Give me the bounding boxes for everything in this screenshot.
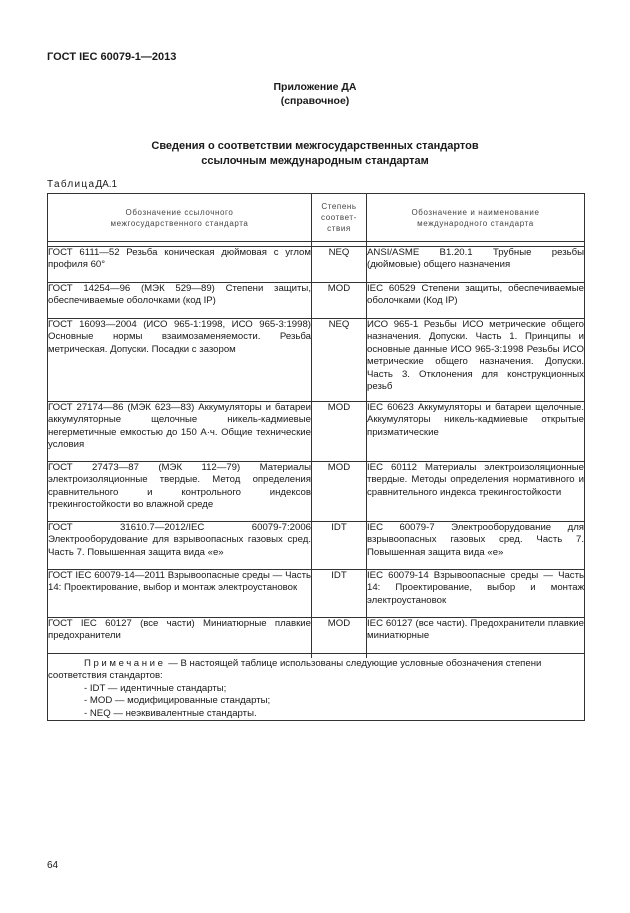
table-caption-word: Таблица: [47, 179, 96, 190]
header-col2-line2: соответ-: [321, 213, 357, 222]
header-col3-line1: Обозначение и наименование: [411, 207, 540, 217]
degree-cell: NEQ: [312, 247, 367, 283]
header-col2-line1: Степень: [321, 202, 357, 211]
degree-cell: MOD: [312, 462, 367, 522]
international-standard-cell: IEC 60623 Аккумуляторы и батареи щелочные. Аккумуляторы никель-кадмиевые открытые призматические: [367, 402, 585, 462]
reference-standard-cell: ГОСТ 31610.7—2012/IEC 60079-7:2006 Электрооборудование для взрывоопасных газовых сред. Часть 7. Повышенная защита вида «е»: [48, 522, 312, 570]
degree-cell: IDT: [312, 570, 367, 618]
reference-standard-cell: ГОСТ 6111—52 Резьба коническая дюймовая с углом профиля 60°: [48, 247, 312, 283]
reference-standard-cell: ГОСТ IEC 60079-14—2011 Взрывоопасные среды — Часть 14: Проектирование, выбор и монтаж электроустановок: [48, 570, 312, 618]
table-row: [48, 462, 585, 522]
header-reference-standard: [48, 194, 312, 242]
table-row: [48, 522, 585, 570]
table-row: [48, 618, 585, 654]
international-standard-cell: IEC 60079-7 Электрооборудование для взрывоопасных газовых сред. Часть 7. Повышенная защита вида «е»: [367, 522, 585, 570]
table-row: [48, 283, 585, 319]
appendix-heading: [0, 80, 630, 108]
international-standard-cell: ИСО 965-1 Резьбы ИСО метрические общего назначения. Допуски. Часть 1. Принципы и основные данные ИСО 965-3:1998 Резьбы ИСО метрические общего назначения. Допуски. Часть 3. Отклонения для конструкционных резьб: [367, 319, 585, 402]
international-standard-cell: IEC 60529 Степени защиты, обеспечиваемые оболочками (Код IP): [367, 283, 585, 319]
header-col1-line2: межгосударственного стандарта: [110, 218, 249, 228]
note-text: [48, 658, 584, 683]
degree-cell: MOD: [312, 402, 367, 462]
header-col1-line1: Обозначение ссылочного: [125, 207, 234, 217]
table-row: [48, 319, 585, 402]
section-title: [0, 139, 630, 169]
header-col3-line2: международного стандарта: [417, 218, 534, 228]
header-international-standard: [367, 194, 585, 242]
international-standard-cell: IEC 60079-14 Взрывоопасные среды — Часть 14: Проектирование, выбор и монтаж электроустановок: [367, 570, 585, 618]
reference-standard-cell: ГОСТ 27473—87 (МЭК 112—79) Материалы электроизоляционные твердые. Метод определения сравнительного и контрольного индексов трекингостойкости во влажной среде: [48, 462, 312, 522]
international-standard-cell: IEC 60112 Материалы электроизоляционные твердые. Методы определения нормативного и сравнительного индекса трекингостойкости: [367, 462, 585, 522]
table-row: [48, 570, 585, 618]
table-row: [48, 247, 585, 283]
page-number: 64: [47, 860, 59, 871]
note-item-mod: - MOD — модифицированные стандарты;: [84, 695, 271, 707]
appendix-subtitle: (справочное): [280, 95, 350, 107]
table-header-row: [48, 194, 585, 242]
header-degree: [312, 194, 367, 242]
reference-standard-cell: ГОСТ 14254—96 (МЭК 529—89) Степени защиты, обеспечиваемые оболочками (код IP): [48, 283, 312, 319]
section-title-line1: Сведения о соответствии межгосударственных стандартов: [151, 140, 479, 152]
international-standard-cell: ANSI/ASME В1.20.1 Трубные резьбы (дюймовые) общего назначения: [367, 247, 585, 283]
table-row: [48, 402, 585, 462]
section-title-line2: ссылочным международным стандартам: [201, 155, 429, 167]
note-label: Примечание: [84, 658, 166, 669]
reference-standard-cell: ГОСТ 27174—86 (МЭК 623—83) Аккумуляторы и батареи аккумуляторные щелочные никель-кадмиевые негерметичные емкостью до 150 А·ч. Общие технические условия: [48, 402, 312, 462]
standards-table: [47, 193, 585, 721]
table-note-row: [48, 658, 585, 721]
appendix-title: Приложение ДА: [273, 81, 357, 93]
table-caption-number: ДА.1: [95, 179, 118, 190]
note-item-neq: - NEQ — неэквивалентные стандарты.: [84, 707, 257, 719]
table-caption: [47, 179, 117, 190]
reference-standard-cell: ГОСТ IEC 60127 (все части) Миниатюрные плавкие предохранители: [48, 618, 312, 654]
degree-cell: MOD: [312, 283, 367, 319]
note-item-idt: - IDT — идентичные стандарты;: [84, 682, 227, 694]
degree-cell: MOD: [312, 618, 367, 654]
table-note: [48, 658, 585, 721]
header-col2-line3: ствия: [327, 224, 351, 233]
document-code: ГОСТ IEC 60079-1—2013: [47, 51, 177, 63]
degree-cell: IDT: [312, 522, 367, 570]
international-standard-cell: IEC 60127 (все части). Предохранители плавкие миниатюрные: [367, 618, 585, 654]
note-body: — В настоящей таблице использованы следующие условные обозначения степени соответствия стандартов:: [48, 658, 542, 682]
degree-cell: NEQ: [312, 319, 367, 402]
reference-standard-cell: ГОСТ 16093—2004 (ИСО 965-1:1998, ИСО 965-3:1998) Основные нормы взаимозаменяемости. Резьба метрическая. Допуски. Посадки с зазором: [48, 319, 312, 402]
